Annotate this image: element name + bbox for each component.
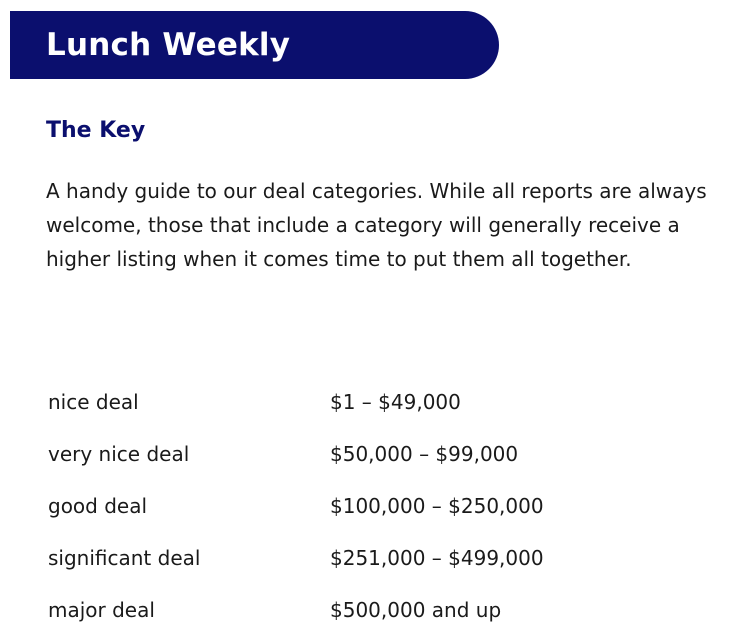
category-range: $50,000 – $99,000 [330,442,519,466]
category-name: significant deal [48,546,201,570]
table-row [48,532,708,584]
category-range: $1 – $49,000 [330,390,461,414]
site-title: Lunch Weekly [46,27,291,63]
category-name: good deal [48,494,148,518]
intro-paragraph: A handy guide to our deal categories. While all reports are always welcome, those that include a category will generally receive a higher listing when it comes time to put them all together. [46,179,707,271]
category-name: nice deal [48,390,139,414]
header-banner [10,11,499,79]
category-range: $100,000 – $250,000 [330,494,544,518]
category-range: $500,000 and up [330,598,502,622]
table-row [48,584,708,636]
table-row [48,480,708,532]
table-row [48,428,708,480]
category-name: very nice deal [48,442,190,466]
section-heading: The Key [46,118,146,143]
category-range: $251,000 – $499,000 [330,546,544,570]
table-row [48,376,708,428]
category-name: major deal [48,598,155,622]
deal-category-table [48,376,708,636]
